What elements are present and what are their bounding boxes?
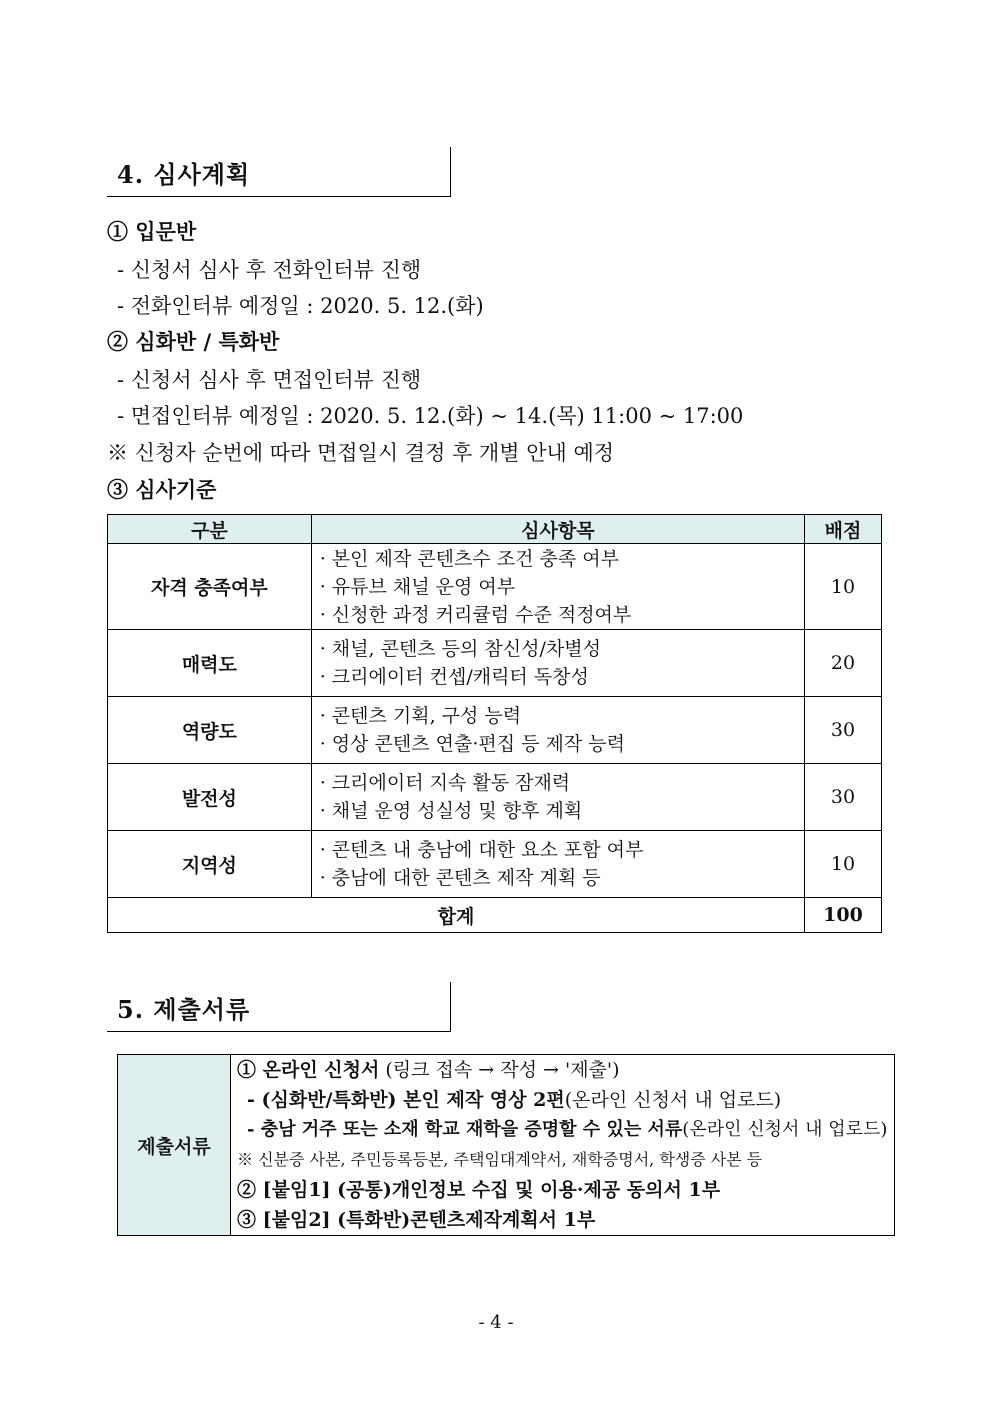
row-category: 발전성 <box>108 764 312 831</box>
doc-line-residence <box>237 1115 888 1145</box>
header-items: 심사항목 <box>311 515 804 544</box>
row-score: 30 <box>805 764 882 831</box>
row-item: · 본인 제작 콘텐츠수 조건 충족 여부 <box>319 547 619 570</box>
row-item: · 충남에 대한 콘텐츠 제작 계획 등 <box>319 867 601 889</box>
row-items <box>311 697 804 764</box>
row-items <box>311 831 804 898</box>
row-item: · 콘텐츠 내 충남에 대한 요소 포함 여부 <box>319 839 644 861</box>
total-label: 합계 <box>108 898 805 933</box>
row-item: · 콘텐츠 기획, 구성 능력 <box>319 705 522 727</box>
row-score: 20 <box>805 630 882 697</box>
page-number: - 4 - <box>478 1312 514 1333</box>
advanced-line-1: - 신청서 심사 후 면접인터뷰 진행 <box>117 368 422 392</box>
interview-note: ※ 신청자 순번에 따라 면접일시 결정 후 개별 안내 예정 <box>107 441 615 465</box>
row-item: · 채널, 콘텐츠 등의 참신성/차별성 <box>319 638 601 660</box>
row-item: · 크리에이터 지속 활동 잠재력 <box>319 772 571 794</box>
advanced-line-2: - 면접인터뷰 예정일 : 2020. 5. 12.(화) ~ 14.(목) 11:00 ~ 17:00 <box>117 404 744 428</box>
intro-line-1: - 신청서 심사 후 전화인터뷰 진행 <box>117 258 422 282</box>
section-4-title: 4. 심사계획 <box>117 160 251 189</box>
table-header-row <box>108 515 882 544</box>
doc-online-form-detail: (링크 접속 → 작성 → '제출') <box>379 1059 620 1081</box>
doc-line-plan: ③ [붙임2] (특화반)콘텐츠제작계획서 1부 <box>237 1209 596 1231</box>
criteria-table <box>107 514 882 933</box>
doc-line-note: ※ 신분증 사본, 주민등록등본, 주택임대계약서, 재학증명서, 학생증 사본 등 <box>237 1150 763 1169</box>
row-category: 자격 충족여부 <box>108 544 312 630</box>
doc-residence-title: - 충남 거주 또는 소재 학교 재학을 증명할 수 있는 서류 <box>247 1119 683 1140</box>
section-5-title: 5. 제출서류 <box>117 995 251 1024</box>
section-4-heading <box>107 147 451 197</box>
table-row <box>108 697 882 764</box>
row-item: · 유튜브 채널 운영 여부 <box>319 575 516 598</box>
row-items <box>311 764 804 831</box>
intro-line-2: - 전화인터뷰 예정일 : 2020. 5. 12.(화) <box>117 294 484 318</box>
section-5-heading <box>107 982 451 1032</box>
row-score: 10 <box>805 544 882 630</box>
doc-line-online-form <box>237 1055 888 1085</box>
sub-heading-criteria: ③ 심사기준 <box>107 477 217 502</box>
doc-residence-detail: (온라인 신청서 내 업로드) <box>682 1119 888 1140</box>
row-item: · 영상 콘텐츠 연출·편집 등 제작 능력 <box>319 733 625 755</box>
row-score: 30 <box>805 697 882 764</box>
row-items <box>311 544 804 630</box>
row-score: 10 <box>805 831 882 898</box>
row-items <box>311 630 804 697</box>
doc-line-privacy: ② [붙임1] (공통)개인정보 수집 및 이용·제공 동의서 1부 <box>237 1179 721 1201</box>
row-item: · 크리에이터 컨셉/캐릭터 독창성 <box>319 666 589 688</box>
row-category: 매력도 <box>108 630 312 697</box>
table-row <box>108 831 882 898</box>
table-row <box>108 764 882 831</box>
documents-content <box>231 1055 895 1236</box>
doc-video-title: - (심화반/특화반) 본인 제작 영상 2편 <box>247 1089 565 1111</box>
documents-table <box>117 1054 895 1236</box>
table-row <box>108 544 882 630</box>
row-item: · 신청한 과정 커리큘럼 수준 적정여부 <box>319 603 632 626</box>
doc-video-detail: (온라인 신청서 내 업로드) <box>564 1089 782 1111</box>
documents-label: 제출서류 <box>118 1055 231 1236</box>
table-row <box>108 630 882 697</box>
doc-line-video <box>237 1085 888 1115</box>
header-category: 구분 <box>108 515 312 544</box>
total-score: 100 <box>805 898 882 933</box>
header-score: 배점 <box>805 515 882 544</box>
sub-heading-intro: ① 입문반 <box>107 219 197 244</box>
sub-heading-advanced: ② 심화반 / 특화반 <box>107 329 280 354</box>
table-total-row <box>108 898 882 933</box>
row-category: 지역성 <box>108 831 312 898</box>
row-item: · 채널 운영 성실성 및 향후 계획 <box>319 800 583 822</box>
row-category: 역량도 <box>108 697 312 764</box>
doc-online-form-title: ① 온라인 신청서 <box>237 1059 380 1081</box>
